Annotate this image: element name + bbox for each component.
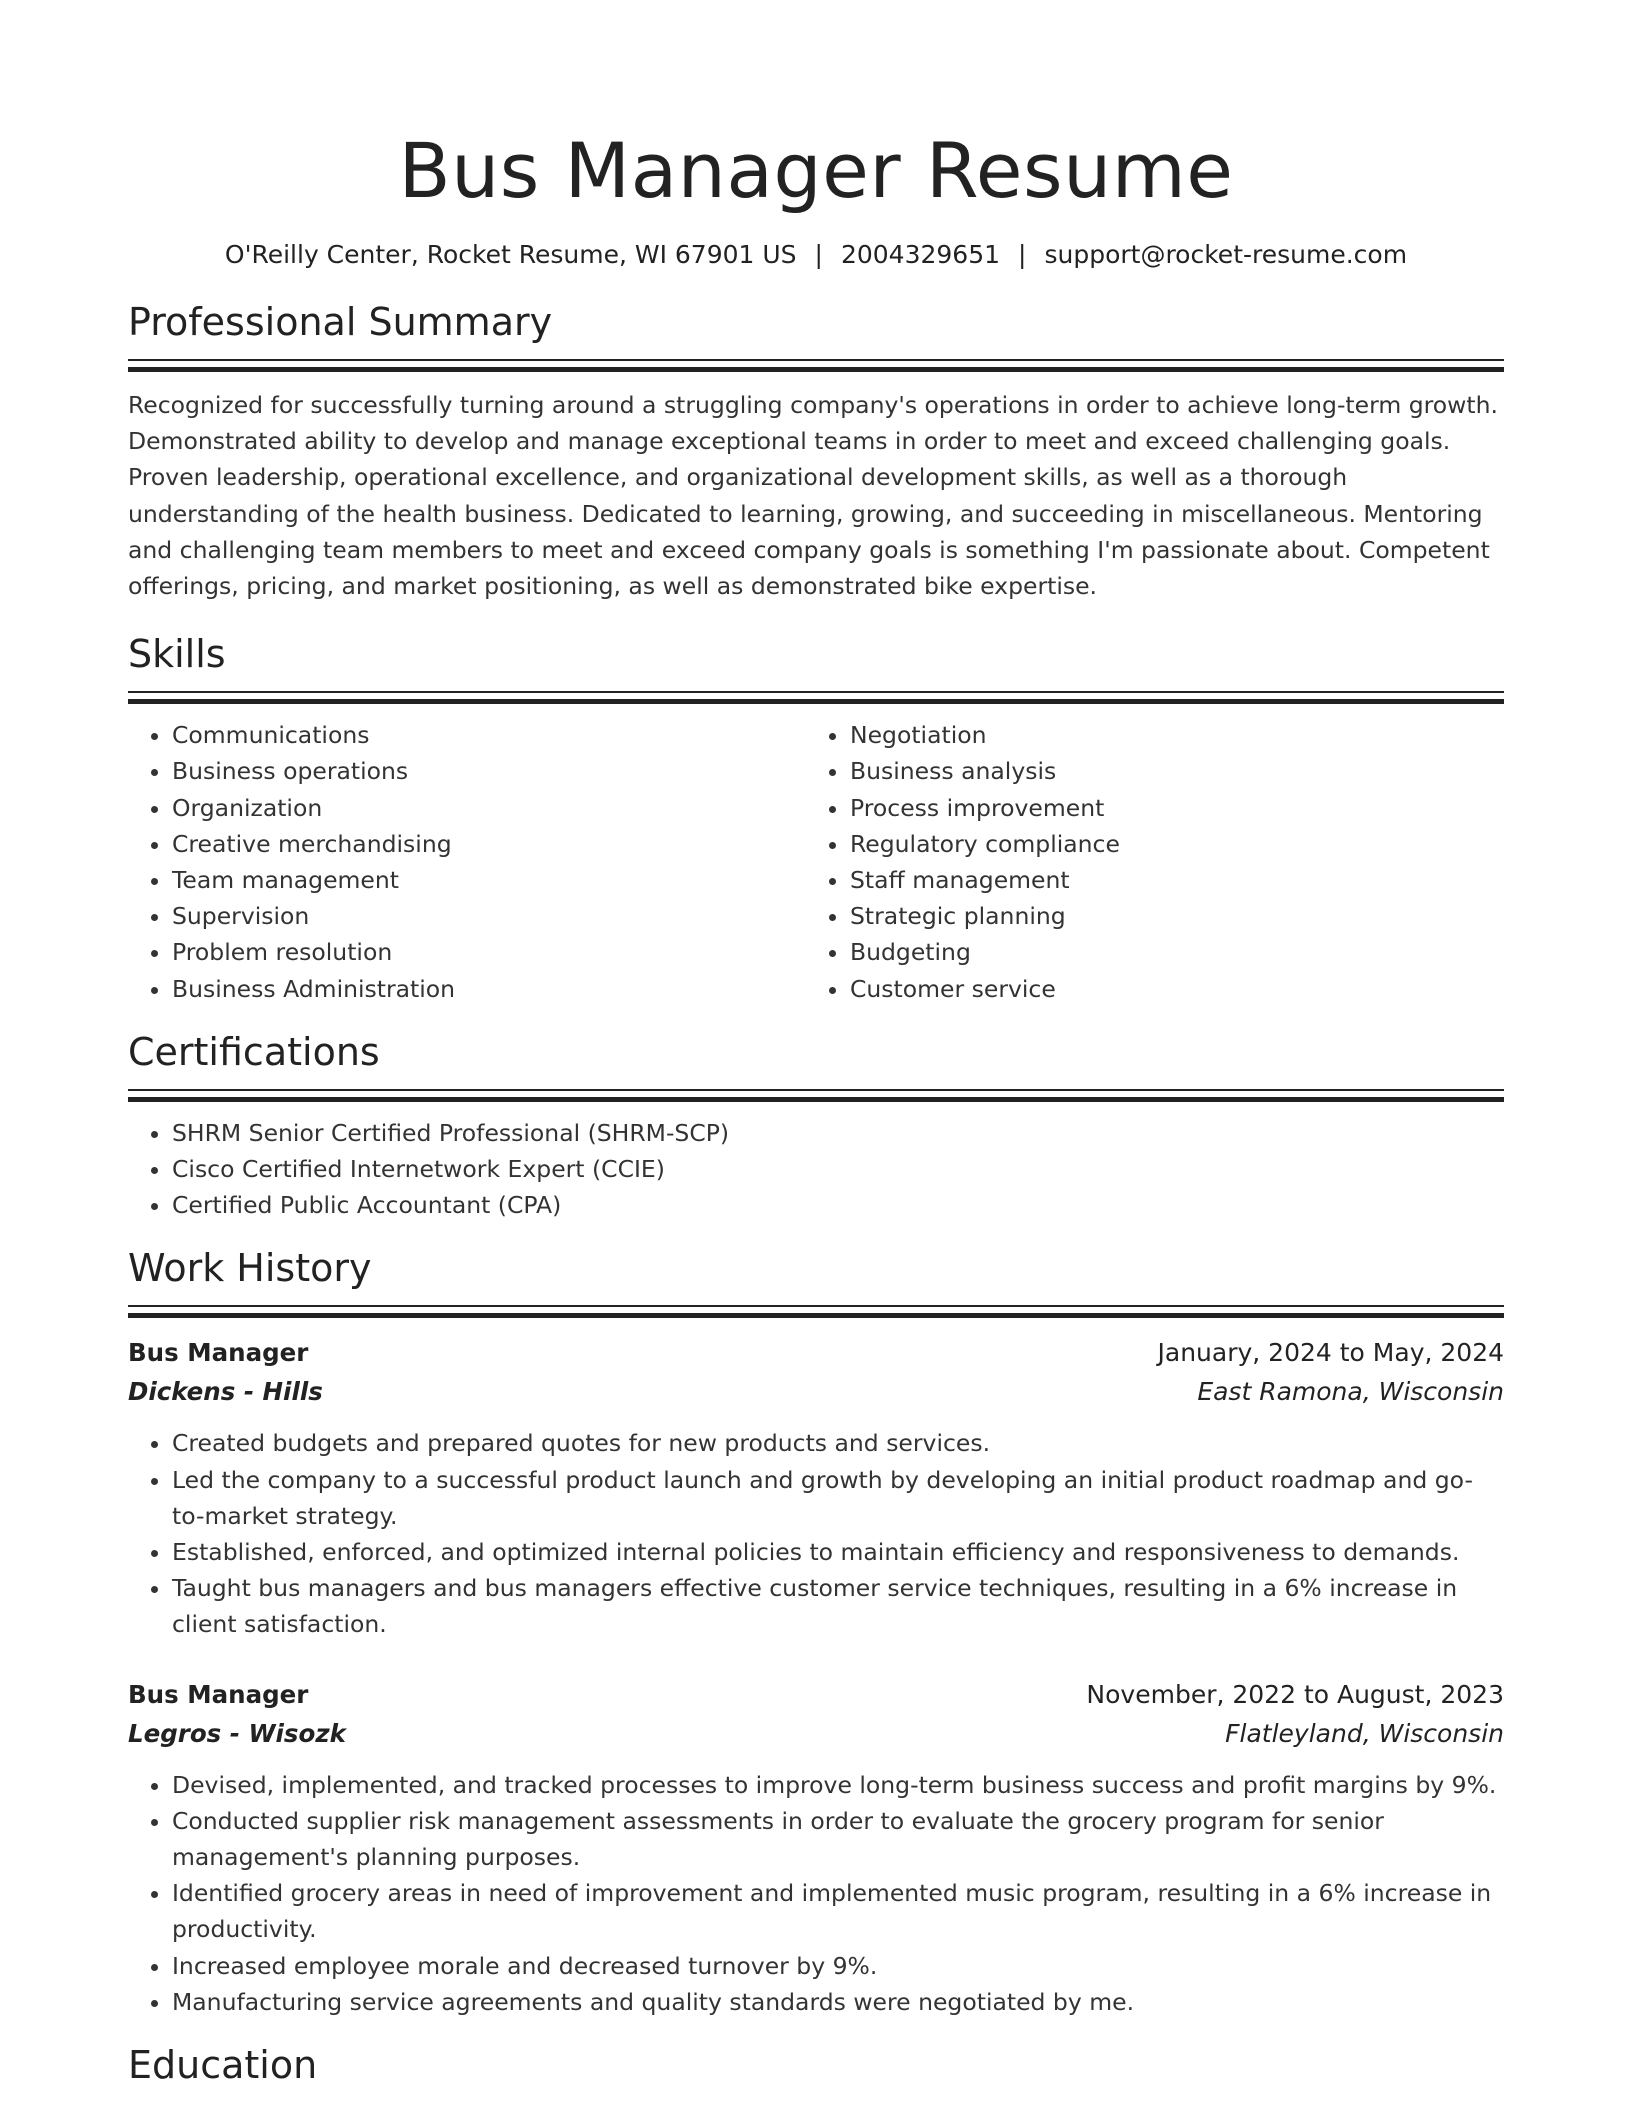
- skill-item: • Business operations: [172, 753, 806, 789]
- job-bullets: [128, 1767, 1504, 2020]
- certification-item: • Certified Public Accountant (CPA): [172, 1187, 1504, 1223]
- certifications-section: [128, 1029, 1504, 1224]
- section-heading-summary: Professional Summary: [128, 300, 553, 344]
- contact-phone: 2004329651: [840, 240, 1001, 269]
- skill-item: • Organization: [172, 790, 806, 826]
- contact-separator: |: [1018, 240, 1027, 269]
- certification-item: • SHRM Senior Certified Professional (SHRM-SCP): [172, 1115, 1504, 1151]
- skill-item: • Staff management: [850, 862, 1484, 898]
- skills-list-left: [128, 717, 806, 1007]
- job-location: Flatleyland, Wisconsin: [1225, 1718, 1504, 1748]
- skill-item: • Budgeting: [850, 934, 1484, 970]
- section-divider: [128, 1305, 1504, 1318]
- summary-text: Recognized for successfully turning around a struggling company's operations in order to achieve long-term growth. Demonstrated ability to develop and manage exceptional teams in order to meet and exceed challenging goals. Proven leadership, operational excellence, and organizational development skills, as well as a thorough understanding of the health business. Dedicated to learning, growing, and succeeding in miscellaneous. Mentoring and challenging team members to meet and exceed company goals is something I'm passionate about. Competent offerings, pricing, and market positioning, as well as demonstrated bike expertise.: [128, 391, 1498, 601]
- section-heading-skills: Skills: [128, 632, 226, 677]
- job-bullets: [128, 1425, 1504, 1642]
- job-entry: [128, 1675, 1504, 2020]
- skill-item: • Team management: [172, 862, 806, 898]
- job-bullet: • Led the company to a successful product launch and growth by developing an initial product roadmap and go-to-market strategy.: [172, 1462, 1504, 1534]
- skill-item: • Communications: [172, 717, 806, 753]
- section-divider: [128, 359, 1504, 372]
- job-bullet: • Devised, implemented, and tracked processes to improve long-term business success and profit margins by 9%.: [172, 1767, 1504, 1803]
- skill-item: • Business Administration: [172, 971, 806, 1007]
- job-dates: November, 2022 to August, 2023: [1086, 1679, 1504, 1709]
- skills-section: [128, 631, 1504, 1007]
- job-bullet: • Taught bus managers and bus managers effective customer service techniques, resulting in a 6% increase in client satisfaction.: [172, 1570, 1504, 1642]
- job-entry: [128, 1333, 1504, 1642]
- skill-item: • Problem resolution: [172, 934, 806, 970]
- certifications-list: [128, 1115, 1504, 1224]
- certification-item: • Cisco Certified Internetwork Expert (CCIE): [172, 1151, 1504, 1187]
- skills-list-right: [806, 717, 1484, 1007]
- skill-item: • Strategic planning: [850, 898, 1484, 934]
- section-heading-education: Education: [128, 2043, 318, 2088]
- job-location: East Ramona, Wisconsin: [1197, 1377, 1504, 1407]
- job-dates: January, 2024 to May, 2024: [1157, 1338, 1504, 1368]
- section-divider: [128, 691, 1504, 704]
- job-bullet: • Established, enforced, and optimized internal policies to maintain efficiency and responsiveness to demands.: [172, 1534, 1504, 1570]
- job-subheader: [128, 1715, 1504, 1753]
- job-bullet: • Increased employee morale and decreased turnover by 9%.: [172, 1948, 1504, 1984]
- skill-item: • Supervision: [172, 898, 806, 934]
- contact-separator: |: [814, 240, 823, 269]
- summary-section: [128, 299, 1504, 604]
- skill-item: • Process improvement: [850, 790, 1484, 826]
- skills-column-left: [128, 717, 806, 1007]
- skills-column-right: [806, 717, 1484, 1007]
- job-title: Bus Manager: [128, 1679, 309, 1709]
- contact-email: support@rocket-resume.com: [1044, 240, 1408, 269]
- job-header: [128, 1675, 1504, 1715]
- skill-item: • Negotiation: [850, 717, 1484, 753]
- education-section: [128, 2042, 1504, 2088]
- skill-item: • Regulatory compliance: [850, 826, 1484, 862]
- job-bullet: • Manufacturing service agreements and quality standards were negotiated by me.: [172, 1984, 1504, 2020]
- job-title: Bus Manager: [128, 1338, 309, 1368]
- job-company: Dickens - Hills: [128, 1377, 323, 1407]
- skill-item: • Creative merchandising: [172, 826, 806, 862]
- job-header: [128, 1333, 1504, 1373]
- job-bullet: • Identified grocery areas in need of improvement and implemented music program, resulting in a 6% increase in productivity.: [172, 1875, 1504, 1947]
- resume-title: Bus Manager Resume: [398, 126, 1234, 215]
- work-history-section: [128, 1245, 1504, 2020]
- skill-item: • Business analysis: [850, 753, 1484, 789]
- job-subheader: [128, 1373, 1504, 1411]
- job-bullet: • Created budgets and prepared quotes for new products and services.: [172, 1425, 1504, 1461]
- resume-page: [128, 0, 1504, 2088]
- section-heading-certifications: Certifications: [128, 1029, 380, 1074]
- job-company: Legros - Wisozk: [128, 1718, 346, 1748]
- section-heading-work-history: Work History: [128, 1246, 372, 1291]
- contact-line: [128, 239, 1504, 271]
- section-divider: [128, 1089, 1504, 1102]
- contact-address: O'Reilly Center, Rocket Resume, WI 67901 US: [224, 240, 797, 269]
- job-bullet: • Conducted supplier risk management assessments in order to evaluate the grocery program for senior management's planning purposes.: [172, 1803, 1504, 1875]
- skill-item: • Customer service: [850, 971, 1484, 1007]
- skills-columns: [128, 717, 1504, 1007]
